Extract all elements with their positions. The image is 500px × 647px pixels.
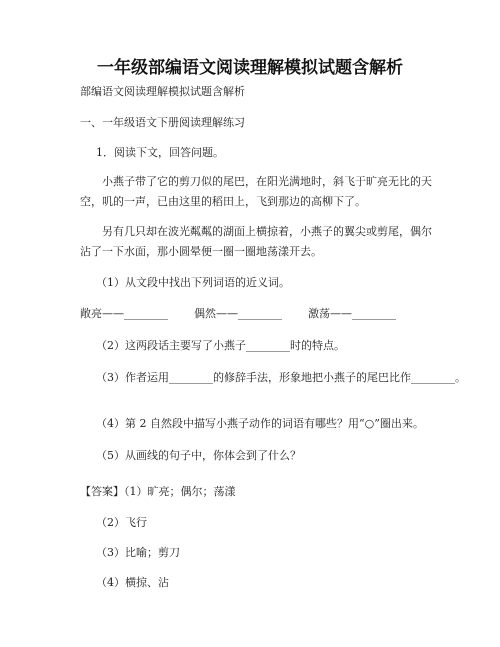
answer-2: （2）飞行 <box>96 516 147 529</box>
question-1-items <box>80 304 396 324</box>
passage-paragraph-1: 小燕子带了它的剪刀似的尾巴，在阳光满地时，斜飞于旷亮无比的天空，叽的一声，已由这里的稻田上，飞到那边的高柳下了。 <box>80 175 432 208</box>
question-4: （4）第 2 自然段中描写小燕子动作的词语有哪些？用“○”圈出来。 <box>96 417 424 430</box>
document-title: 一年级部编语文阅读理解模拟试题含解析 <box>97 58 403 78</box>
synonym-item-1: 敞亮——________ <box>80 307 168 320</box>
question-1: （1）从文段中找出下列词语的近义词。 <box>96 276 290 289</box>
answer-heading: 【答案】（1）旷亮；偶尔；荡漾 <box>80 485 236 498</box>
question-3: （3）作者运用________的修辞手法，形象地把小燕子的尾巴比作________。 <box>96 371 466 384</box>
document-subtitle: 部编语文阅读理解模拟试题含解析 <box>80 85 245 98</box>
answer-3: （3）比喻；剪刀 <box>96 546 180 559</box>
question-2: （2）这两段话主要写了小燕子________时的特点。 <box>96 339 345 352</box>
question-5: （5）从画线的句子中，你体会到了什么？ <box>96 449 301 462</box>
passage-paragraph-2: 另有几只却在波光粼粼的湖面上横掠着，小燕子的翼尖或剪尾，偶尔沾了一下水面，那小圆晕便一圈一圈地荡漾开去。 <box>80 225 432 258</box>
synonym-item-2: 偶然——________ <box>194 307 282 320</box>
synonym-item-3: 激荡——________ <box>308 307 396 320</box>
section-heading: 一、一年级语文下册阅读理解练习 <box>80 116 245 129</box>
answer-4: （4）横掠、沾 <box>96 576 169 589</box>
question-intro: 1．阅读下文，回答问题。 <box>96 146 224 159</box>
